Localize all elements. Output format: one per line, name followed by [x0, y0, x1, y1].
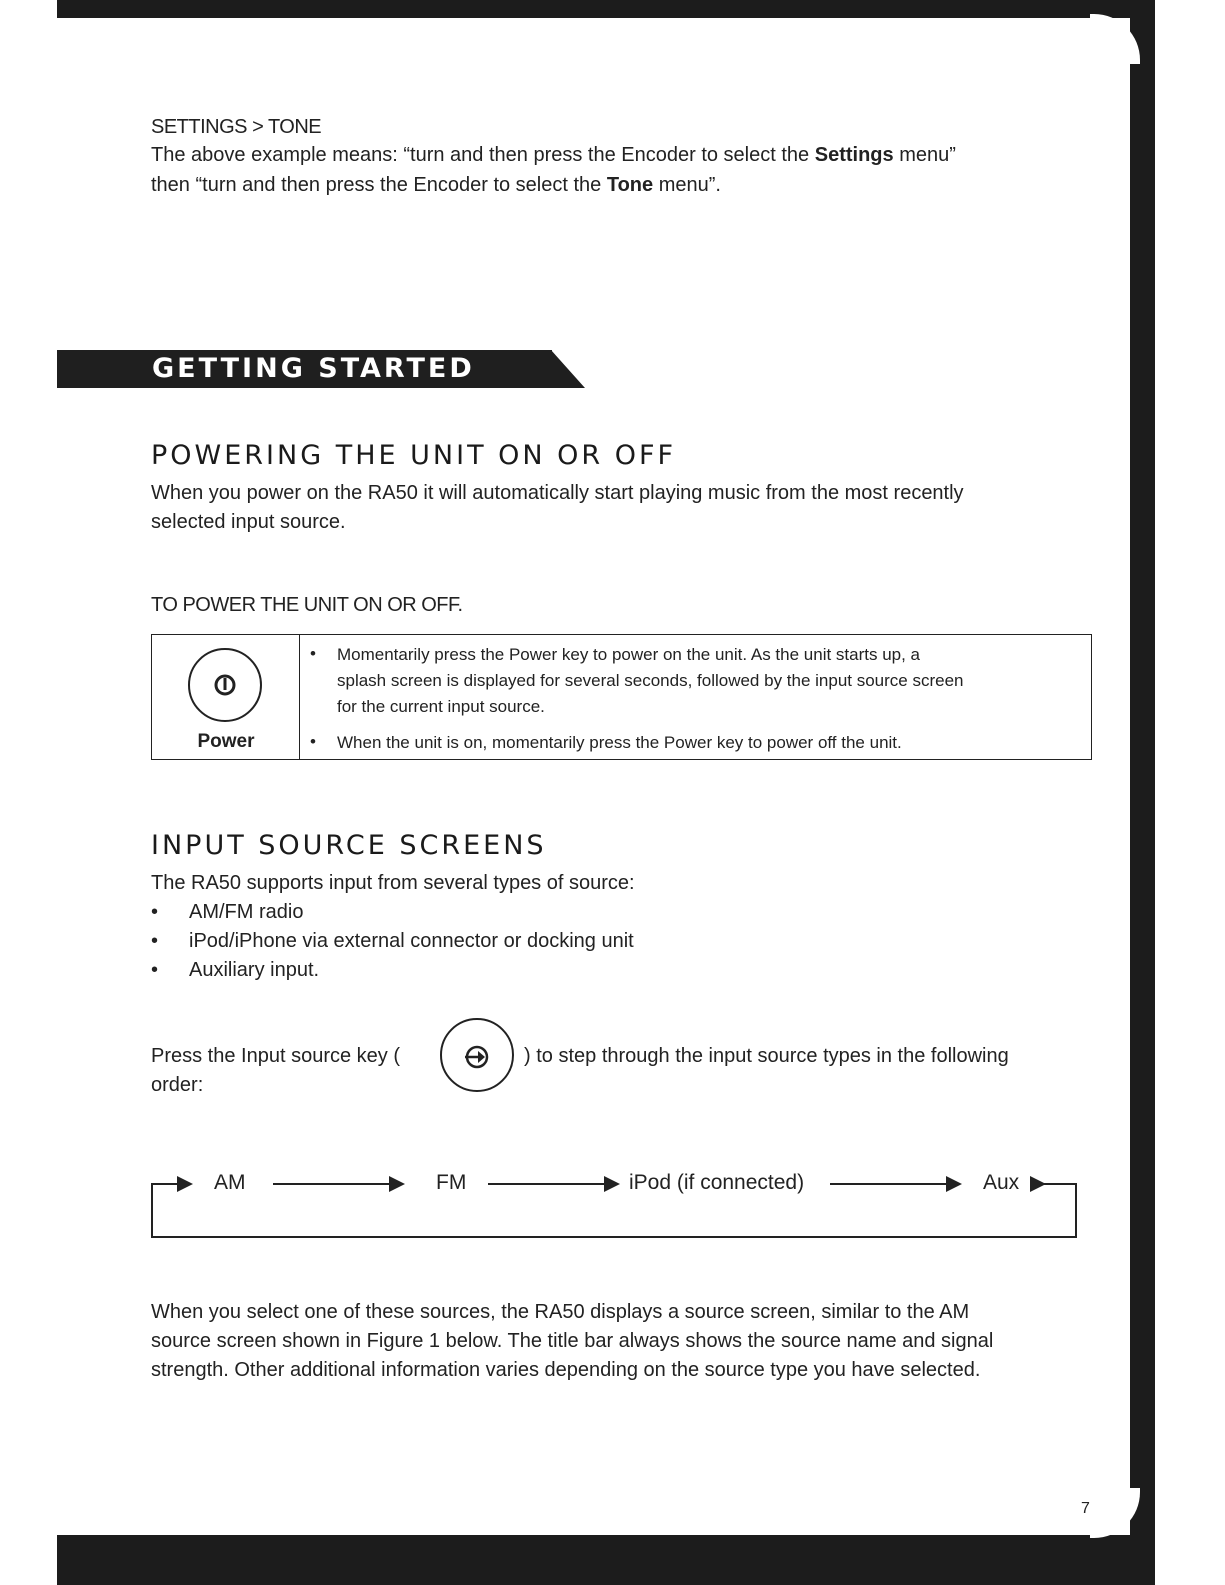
text-run: menu” — [893, 144, 956, 166]
power-key-cell — [152, 635, 300, 759]
flow-item-am: AM — [214, 1171, 246, 1194]
power-key-label: Power — [197, 731, 255, 752]
page-number: 7 — [1081, 1500, 1090, 1517]
arrow-right-icon — [946, 1176, 962, 1192]
flow-loop-left — [151, 1183, 153, 1238]
page-frame-right — [1130, 0, 1155, 1585]
page-frame-top — [57, 0, 1137, 18]
flow-arrow-line — [830, 1183, 948, 1185]
settings-explanation-line1 — [151, 141, 956, 170]
flow-arrow-line — [273, 1183, 391, 1185]
closing-paragraph-line1: When you select one of these sources, the RA50 displays a source screen, similar to the AM — [151, 1301, 970, 1323]
settings-path: SETTINGS > TONE — [151, 116, 322, 138]
arrow-right-icon — [604, 1176, 620, 1192]
bullet-dot: • — [151, 930, 159, 952]
input-source-heading: INPUT SOURCE SCREENS — [151, 830, 547, 861]
press-instruction-part1: Press the Input source key ( — [151, 1045, 401, 1067]
closing-paragraph-line3: strength. Other additional information varies depending on the source type you have selected. — [151, 1359, 981, 1381]
flow-loop-top-left — [151, 1183, 179, 1185]
page-frame-bottom — [57, 1535, 1155, 1585]
input-source-key — [440, 1018, 514, 1092]
power-bullet1-line2: splash screen is displayed for several seconds, followed by the input source screen — [337, 671, 964, 690]
text-run: The above example means: “turn and then press the Encoder to select the — [151, 144, 815, 166]
flow-item-fm: FM — [436, 1171, 467, 1194]
power-bullet1-line3: for the current input source. — [337, 697, 545, 716]
bullet-dot: • — [151, 959, 159, 981]
powering-heading: POWERING THE UNIT ON OR OFF — [151, 440, 677, 471]
text-run: menu”. — [653, 174, 721, 196]
powering-paragraph-line1: When you power on the RA50 it will automatically start playing music from the most recently — [151, 482, 964, 504]
source-list-item: AM/FM radio — [189, 901, 304, 923]
section-banner-tip — [551, 350, 585, 388]
arrow-right-icon — [389, 1176, 405, 1192]
flow-loop-top-right — [1044, 1183, 1077, 1185]
input-source-intro: The RA50 supports input from several types of source: — [151, 872, 635, 894]
source-list-item: Auxiliary input. — [189, 959, 320, 981]
power-bullet2: When the unit is on, momentarily press the Power key to power off the unit. — [337, 733, 902, 752]
powering-paragraph-line2: selected input source. — [151, 511, 346, 533]
power-bullet1-line1: Momentarily press the Power key to power on the unit. As the unit starts up, a — [337, 645, 921, 664]
input-source-icon — [442, 1020, 512, 1090]
power-key-button — [188, 648, 262, 722]
arrow-right-icon — [177, 1176, 193, 1192]
flow-item-ipod: iPod (if connected) — [629, 1171, 805, 1194]
flow-loop-bottom — [151, 1236, 1077, 1238]
bullet-dot: • — [151, 901, 159, 923]
bullet-dot: • — [310, 732, 316, 751]
powering-subheading: TO POWER THE UNIT ON OR OFF. — [151, 594, 463, 616]
flow-loop-right — [1075, 1183, 1077, 1238]
tone-bold-term: Tone — [606, 174, 654, 196]
bullet-dot: • — [310, 644, 316, 663]
settings-explanation-line2 — [151, 171, 721, 200]
text-run: then “turn and then press the Encoder to select the — [151, 174, 607, 196]
flow-item-aux: Aux — [983, 1171, 1020, 1194]
settings-bold-term: Settings — [814, 144, 894, 166]
source-list-item: iPod/iPhone via external connector or docking unit — [189, 930, 634, 952]
flow-arrow-line — [488, 1183, 606, 1185]
press-instruction-part3: order: — [151, 1074, 204, 1096]
closing-paragraph-line2: source screen shown in Figure 1 below. The title bar always shows the source name and signal — [151, 1330, 994, 1352]
power-key-table — [151, 634, 1092, 760]
power-icon — [190, 650, 260, 720]
press-instruction-part2: ) to step through the input source types in the following — [524, 1045, 1009, 1067]
section-banner-title: GETTING STARTED — [152, 353, 475, 384]
